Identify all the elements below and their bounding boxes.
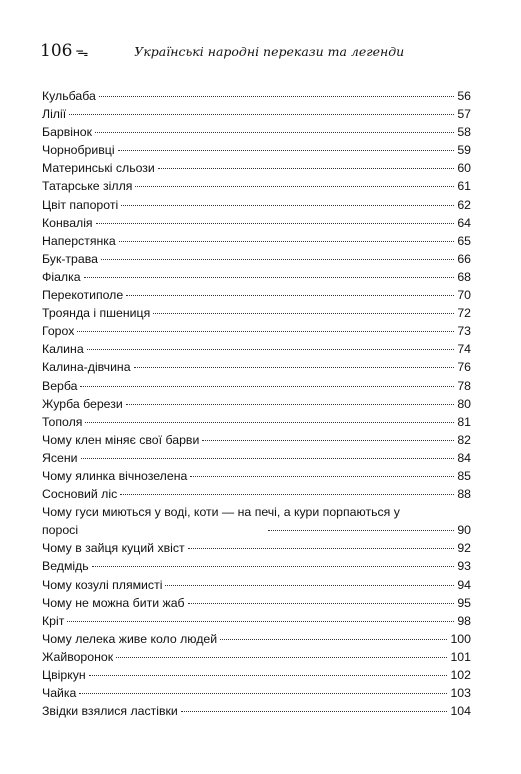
toc-entry bbox=[42, 557, 471, 575]
toc-entry bbox=[42, 684, 471, 702]
toc-entry-page: 62 bbox=[457, 197, 471, 212]
toc-entry-title: Конвалія bbox=[42, 215, 93, 230]
dot-leader bbox=[101, 259, 454, 260]
dot-leader bbox=[220, 639, 447, 640]
dot-leader bbox=[165, 585, 454, 586]
dot-leader bbox=[268, 530, 455, 531]
toc-entry-page: 90 bbox=[457, 523, 471, 538]
dot-leader bbox=[69, 114, 454, 115]
toc-entry-page: 82 bbox=[457, 432, 471, 447]
toc-entry-page: 64 bbox=[457, 215, 471, 230]
toc-entry-page: 103 bbox=[450, 686, 471, 701]
toc-entry-title: Чорнобривці bbox=[42, 143, 115, 158]
toc-entry bbox=[42, 612, 471, 630]
dot-leader bbox=[84, 277, 455, 278]
toc-entry-page: 104 bbox=[450, 704, 471, 719]
toc-entry-page: 61 bbox=[457, 179, 471, 194]
toc-entry-title: Ясени bbox=[42, 450, 78, 465]
page-number: 106 bbox=[40, 41, 73, 61]
toc-entry-title: Татарське зілля bbox=[42, 179, 133, 194]
toc-entry-title: Калина-дівчина bbox=[42, 360, 131, 375]
toc-entry-title: Журба берези bbox=[42, 396, 123, 411]
toc-entry-page: 80 bbox=[457, 396, 471, 411]
toc-entry-page: 95 bbox=[457, 595, 471, 610]
toc-entry-title: Горох bbox=[42, 324, 75, 339]
toc-entry-page: 68 bbox=[457, 269, 471, 284]
dot-leader bbox=[81, 458, 455, 459]
dot-leader bbox=[79, 693, 447, 694]
toc-entry bbox=[42, 449, 471, 467]
toc-entry-page: 76 bbox=[457, 360, 471, 375]
toc-entry-page: 57 bbox=[457, 107, 471, 122]
toc-entry bbox=[42, 630, 471, 648]
toc-entry-title: Тополя bbox=[42, 414, 83, 429]
dot-leader bbox=[153, 313, 454, 314]
toc-entry bbox=[42, 141, 471, 159]
toc-entry-page: 74 bbox=[457, 342, 471, 357]
toc-entry bbox=[42, 377, 471, 395]
toc-entry-title: Чому лелека живе коло людей bbox=[42, 631, 218, 646]
dot-leader bbox=[116, 657, 447, 658]
dot-leader bbox=[77, 331, 454, 332]
toc-entry bbox=[42, 87, 471, 105]
toc-entry bbox=[42, 431, 471, 449]
toc-entry bbox=[42, 105, 471, 123]
toc-entry-title: Чому козулі плямисті bbox=[42, 577, 163, 592]
dot-leader bbox=[188, 548, 455, 549]
dot-leader bbox=[121, 205, 454, 206]
toc-entry-page: 66 bbox=[457, 251, 471, 266]
toc-entry bbox=[42, 214, 471, 232]
toc-entry-title: Материнські сльози bbox=[42, 161, 155, 176]
toc-entry-title-line1: Чому гуси миються у воді, коти — на печі, а кури порпаються у bbox=[42, 505, 400, 520]
dot-leader bbox=[80, 386, 454, 387]
toc-entry bbox=[42, 159, 471, 177]
toc-entry-page: 72 bbox=[457, 306, 471, 321]
table-of-contents bbox=[42, 87, 471, 720]
toc-entry-page: 59 bbox=[457, 143, 471, 158]
toc-entry-page: 70 bbox=[457, 288, 471, 303]
dot-leader bbox=[67, 621, 454, 622]
toc-entry-page: 65 bbox=[457, 233, 471, 248]
toc-entry bbox=[42, 702, 471, 720]
toc-entry-title: Чому не можна бити жаб bbox=[42, 595, 185, 610]
dot-leader bbox=[188, 603, 455, 604]
dot-leader bbox=[126, 295, 454, 296]
toc-entry-page: 88 bbox=[457, 487, 471, 502]
toc-entry-title: Наперстянка bbox=[42, 233, 116, 248]
running-title: Українські народні перекази та легенди bbox=[134, 44, 405, 59]
toc-entry-multiline bbox=[42, 503, 471, 539]
toc-entry-page: 78 bbox=[457, 378, 471, 393]
dot-leader bbox=[95, 132, 454, 133]
toc-entry-title: Звідки взялися ластівки bbox=[42, 704, 178, 719]
toc-entry-page: 85 bbox=[457, 468, 471, 483]
toc-entry bbox=[42, 304, 471, 322]
dot-leader bbox=[126, 404, 455, 405]
toc-entry-page: 60 bbox=[457, 161, 471, 176]
dot-leader bbox=[96, 223, 455, 224]
toc-entry-title: Кріт bbox=[42, 613, 65, 628]
dot-leader bbox=[134, 367, 455, 368]
toc-entry-title: Троянда і пшениця bbox=[42, 306, 151, 321]
dot-leader bbox=[119, 241, 455, 242]
toc-entry-title: Чому в зайця куций хвіст bbox=[42, 541, 185, 556]
toc-entry-title: Лілії bbox=[42, 107, 67, 122]
toc-entry bbox=[42, 250, 471, 268]
toc-entry bbox=[42, 286, 471, 304]
dot-leader bbox=[135, 186, 454, 187]
toc-entry bbox=[42, 413, 471, 431]
toc-entry bbox=[42, 340, 471, 358]
toc-entry-title: Фіалка bbox=[42, 269, 81, 284]
toc-entry bbox=[42, 485, 471, 503]
toc-entry-page: 84 bbox=[457, 450, 471, 465]
toc-entry bbox=[42, 539, 471, 557]
toc-entry-page: 102 bbox=[450, 668, 471, 682]
dot-leader bbox=[92, 566, 455, 567]
toc-entry bbox=[42, 123, 471, 141]
dot-leader bbox=[118, 150, 455, 151]
toc-entry-page: 56 bbox=[457, 89, 471, 103]
toc-entry-page: 58 bbox=[457, 125, 471, 140]
toc-entry-page: 92 bbox=[457, 541, 471, 556]
toc-entry bbox=[42, 358, 471, 376]
toc-entry-title: Барвінок bbox=[42, 125, 93, 140]
toc-entry-title: Чайка bbox=[42, 686, 77, 701]
toc-entry-title: Чому клен міняє свої барви bbox=[42, 432, 200, 447]
toc-entry-title: Сосновий ліс bbox=[42, 487, 118, 502]
toc-entry-title: Чому ялинка вічнозелена bbox=[42, 468, 188, 483]
toc-entry bbox=[42, 594, 471, 612]
toc-entry-page: 81 bbox=[457, 414, 471, 429]
toc-entry bbox=[42, 232, 471, 250]
toc-entry bbox=[42, 395, 471, 413]
dot-leader bbox=[190, 476, 454, 477]
running-header bbox=[40, 41, 480, 63]
toc-entry-title: Ведмідь bbox=[42, 559, 89, 574]
toc-entry bbox=[42, 268, 471, 286]
dot-leader bbox=[87, 349, 455, 350]
toc-entry bbox=[42, 666, 471, 684]
ornament-icon: ᯓ bbox=[75, 45, 89, 60]
toc-entry-page: 73 bbox=[457, 324, 471, 339]
toc-entry-title: Перекотиполе bbox=[42, 288, 124, 303]
toc-entry bbox=[42, 177, 471, 195]
toc-entry-title: Кульбаба bbox=[42, 89, 96, 103]
toc-entry-title: Цвіркун bbox=[42, 668, 86, 682]
dot-leader bbox=[89, 675, 448, 676]
toc-entry-page: 93 bbox=[457, 559, 471, 574]
dot-leader bbox=[158, 168, 455, 169]
toc-entry-page: 100 bbox=[450, 631, 471, 646]
dot-leader bbox=[99, 96, 454, 97]
dot-leader bbox=[181, 711, 448, 712]
toc-entry-title: Верба bbox=[42, 378, 78, 393]
toc-entry-title: Бук-трава bbox=[42, 251, 98, 266]
toc-entry-page: 94 bbox=[457, 577, 471, 592]
toc-entry bbox=[42, 648, 471, 666]
toc-entry-title: Жайворонок bbox=[42, 649, 114, 664]
toc-entry-title: Цвіт папороті bbox=[42, 197, 119, 212]
toc-entry bbox=[42, 322, 471, 340]
toc-entry-page: 98 bbox=[457, 613, 471, 628]
toc-entry bbox=[42, 467, 471, 485]
toc-entry-title: Калина bbox=[42, 342, 84, 357]
toc-entry bbox=[42, 196, 471, 214]
dot-leader bbox=[85, 422, 454, 423]
toc-entry-page: 101 bbox=[450, 649, 471, 664]
dot-leader bbox=[120, 494, 454, 495]
dot-leader bbox=[202, 440, 454, 441]
toc-entry-title-line2: поросі bbox=[42, 523, 79, 538]
toc-entry bbox=[42, 576, 471, 594]
